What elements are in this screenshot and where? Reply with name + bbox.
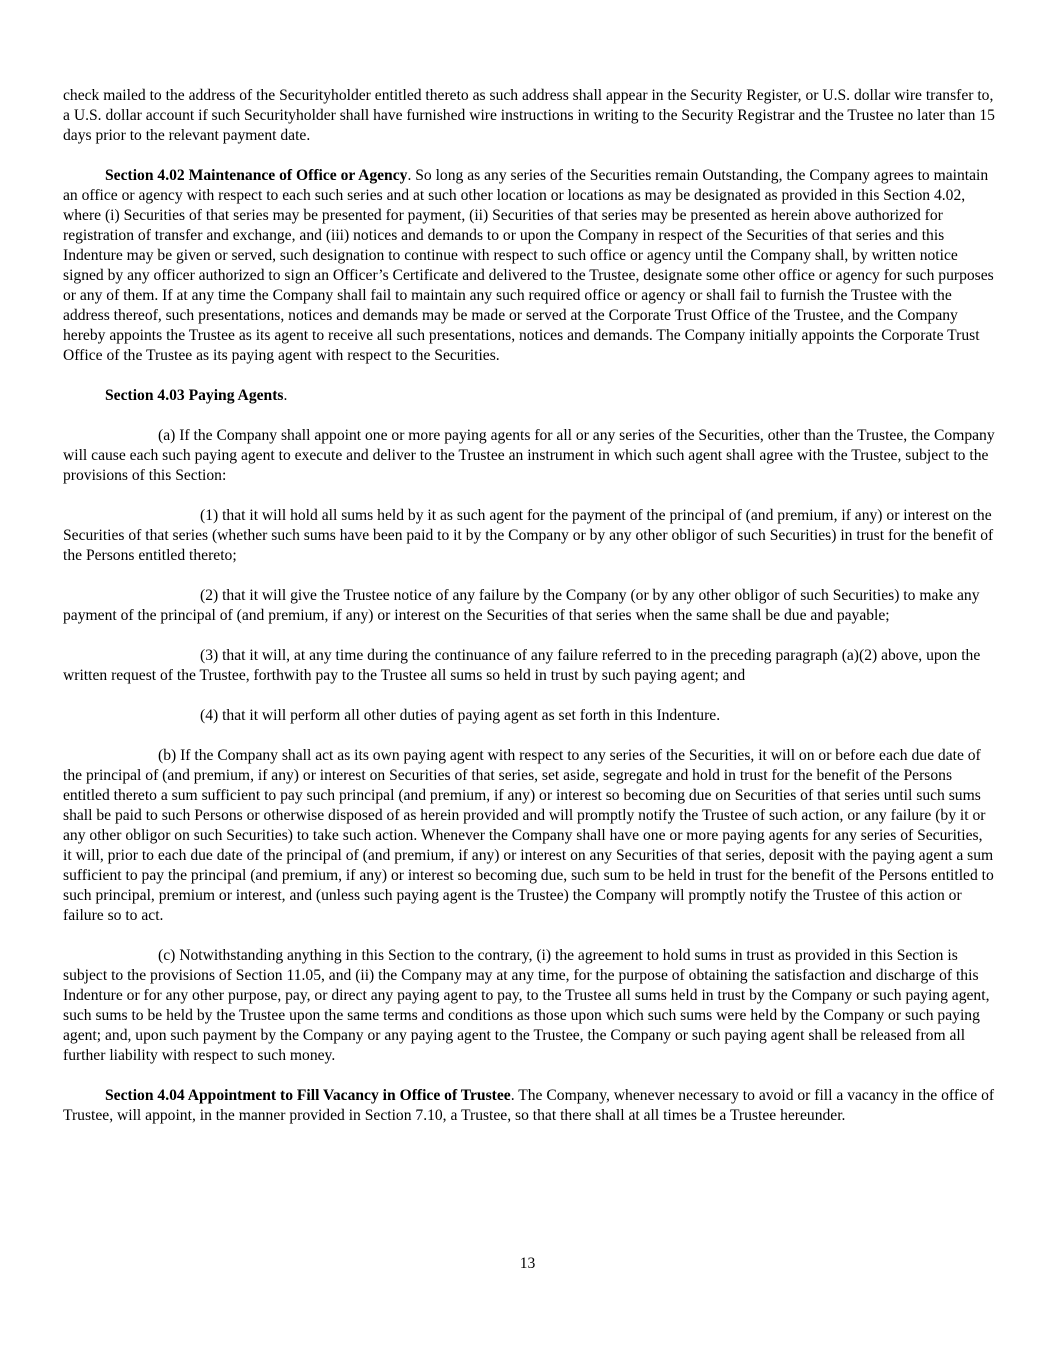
section-4-02-paragraph [63, 166, 995, 366]
section-4-03-heading: Section 4.03 Paying Agents [105, 387, 284, 404]
section-4-02-text: . So long as any series of the Securities remain Outstanding, the Company agrees to maintain an office or agency with respect to each such series and at such other location or locations as may be designated as provided in this Section 4.02, where (i) Securities of that series may be presented for payment, (ii) Securities of that series may be presented as herein above authorized for registration of transfer and exchange, and (iii) notices and demands to or upon the Company in respect of the Securities of that series and this Indenture may be given or served, such designation to continue with respect to such office or agency until the Company shall, by written notice signed by any officer authorized to sign an Officer’s Certificate and delivered to the Trustee, designate some other office or agency for such purposes or any of them. If at any time the Company shall fail to maintain any such required office or agency or shall fail to furnish the Trustee with the address thereof, such presentations, notices and demands may be made or served at the Corporate Trust Office of the Trustee, and the Company hereby appoints the Trustee as its agent to receive all such presentations, notices and demands. The Company initially appoints the Corporate Trust Office of the Trustee as its paying agent with respect to the Securities. [63, 167, 994, 364]
section-4-03-heading-period: . [283, 387, 288, 404]
section-4-03-clause-b: (b) If the Company shall act as its own paying agent with respect to any series of the Securities, it will on or before each due date of the principal of (and premium, if any) or interest on Securities of that series, set aside, segregate and hold in trust for the benefit of the Persons entitled thereto a sum sufficient to pay such principal (and premium, if any) or interest so becoming due on Securities of that series until such sums shall be paid to such Persons or otherwise disposed of as herein provided and will promptly notify the Trustee of such action, or any failure (by it or any other obligor on such Securities) to take such action. Whenever the Company shall have one or more paying agents for any series of Securities, it will, prior to each due date of the principal of (and premium, if any) or interest on any Securities of that series, deposit with the paying agent a sum sufficient to pay the principal (and premium, if any) or interest so becoming due, such sum to be held in trust for the benefit of the Persons entitled to such principal, premium or interest, and (unless such paying agent is the Trustee) the Company will promptly notify the Trustee of this action or failure so to act. [63, 747, 994, 924]
section-4-03-clause-a1: (1) that it will hold all sums held by it as such agent for the payment of the principal of (and premium, if any) or interest on the Securities of that series (whether such sums have been paid to it by the Company or by any other obligor of such Securities) in trust for the benefit of the Persons entitled thereto; [63, 507, 994, 564]
section-4-03-clause-a4: (4) that it will perform all other duties of paying agent as set forth in this Indenture. [200, 707, 721, 724]
section-4-03-paragraph [63, 386, 995, 406]
page-number: 13 [519, 1255, 536, 1272]
section-4-03-clause-a2: (2) that it will give the Trustee notice of any failure by the Company (or by any other obligor of such Securities) to make any payment of the principal of (and premium, if any) or interest on the Securities of that series when the same shall be due and payable; [63, 587, 980, 624]
section-4-04-paragraph [63, 1086, 995, 1126]
section-4-03-clause-c: (c) Notwithstanding anything in this Section to the contrary, (i) the agreement to hold sums in trust as provided in this Section is subject to the provisions of Section 11.05, and (ii) the Company may at any time, for the purpose of obtaining the satisfaction and discharge of this Indenture or for any other purpose, pay, or direct any paying agent to pay, to the Trustee all sums held in trust by the Company or such paying agent, such sums to be held by the Trustee upon the same terms and conditions as those upon which such sums were held by the Company or such paying agent; and, upon such payment by the Company or any paying agent to the Trustee, the Company or such paying agent shall be released from all further liability with respect to such money. [63, 947, 990, 1064]
section-4-04-text: . The Company, whenever necessary to avoid or fill a vacancy in the office of Trustee, will appoint, in the manner provided in Section 7.10, a Trustee, so that there shall at all times be a Trustee hereunder. [63, 1087, 995, 1124]
section-4-03-clause-a3: (3) that it will, at any time during the continuance of any failure referred to in the preceding paragraph (a)(2) above, upon the written request of the Trustee, forthwith pay to the Trustee all sums so held in trust by such paying agent; and [63, 647, 981, 684]
section-4-03-clause-a: (a) If the Company shall appoint one or more paying agents for all or any series of the Securities, other than the Trustee, the Company will cause each such paying agent to execute and deliver to the Trustee an instrument in which such agent shall agree with the Trustee, subject to the provisions of this Section: [63, 427, 995, 484]
section-4-04-heading: Section 4.04 Appointment to Fill Vacancy in Office of Trustee [105, 1087, 511, 1104]
section-4-02-heading: Section 4.02 Maintenance of Office or Agency [105, 167, 408, 184]
paragraph-continuation: check mailed to the address of the Securityholder entitled thereto as such address shall appear in the Security Register, or U.S. dollar wire transfer to, a U.S. dollar account if such Securityholder shall have furnished wire instructions in writing to the Security Registrar and the Trustee no later than 15 days prior to the relevant payment date. [63, 87, 995, 144]
document-body [63, 86, 995, 1146]
